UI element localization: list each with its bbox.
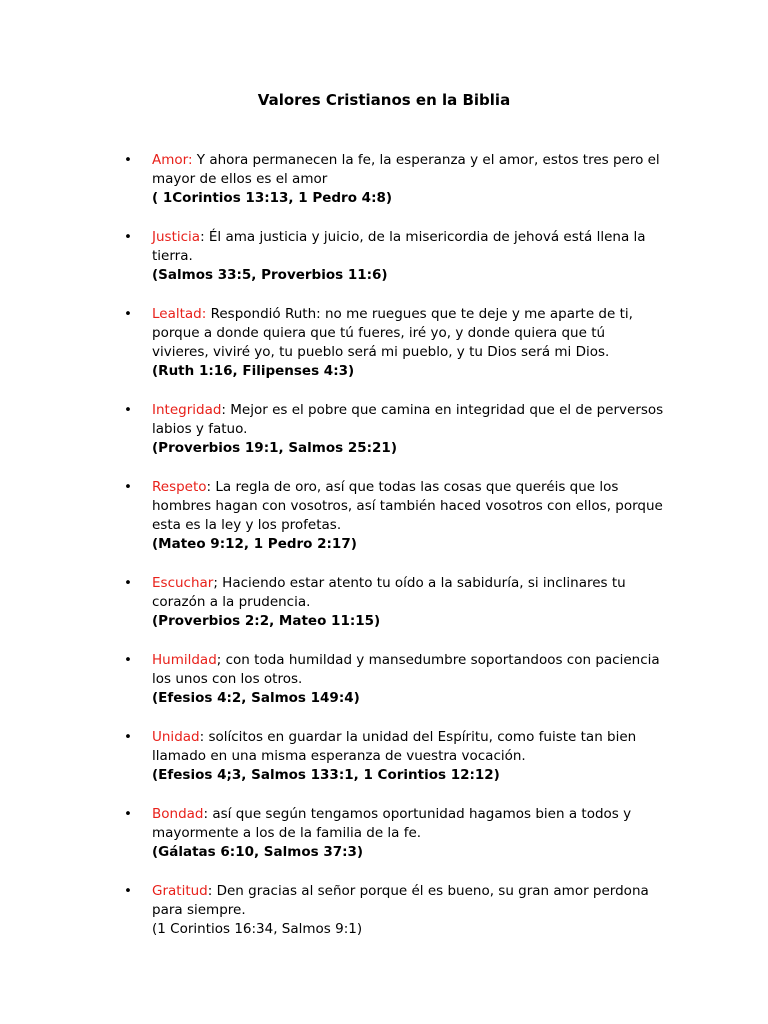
- bible-reference: (Proverbios 2:2, Mateo 11:15): [152, 613, 381, 629]
- bible-reference: (1 Corintios 16:34, Salmos 9:1): [152, 921, 363, 937]
- value-text: ; con toda humildad y mansedumbre soportandoos con paciencia los unos con los otros.: [152, 652, 660, 687]
- bullet-icon: •: [124, 652, 132, 668]
- value-term: Integridad: [152, 402, 222, 418]
- list-item-humildad: [124, 651, 664, 708]
- value-text: : así que según tengamos oportunidad hagamos bien a todos y mayormente a los de la familia de la fe.: [152, 806, 632, 841]
- bible-reference: (Proverbios 19:1, Salmos 25:21): [152, 440, 397, 456]
- value-term: Justicia: [152, 229, 201, 245]
- list-item-gratitud: [124, 882, 664, 939]
- bible-reference: (Salmos 33:5, Proverbios 11:6): [152, 267, 388, 283]
- page-title: Valores Cristianos en la Biblia: [257, 91, 511, 109]
- bullet-icon: •: [124, 729, 132, 745]
- value-text: : La regla de oro, así que todas las cosas que queréis que los hombres hagan con vosotros, así también haced vosotros con ellos, porque esta es la ley y los profetas.: [152, 479, 663, 533]
- list-item-integridad: [124, 401, 664, 458]
- value-term: Amor:: [152, 152, 193, 168]
- value-term: Lealtad:: [152, 306, 207, 322]
- value-term: Gratitud: [152, 883, 208, 899]
- bullet-icon: •: [124, 883, 132, 899]
- list-item-escuchar: [124, 574, 664, 631]
- bullet-icon: •: [124, 402, 132, 418]
- value-text: : Él ama justicia y juicio, de la misericordia de jehová está llena la tierra.: [152, 229, 646, 264]
- list-item-amor: [124, 151, 664, 208]
- bullet-icon: •: [124, 229, 132, 245]
- bible-reference: (Efesios 4:2, Salmos 149:4): [152, 690, 360, 706]
- bullet-icon: •: [124, 806, 132, 822]
- value-term: Bondad: [152, 806, 204, 822]
- value-term: Respeto: [152, 479, 207, 495]
- list-item-unidad: [124, 728, 664, 785]
- bullet-icon: •: [124, 479, 132, 495]
- value-term: Unidad: [152, 729, 200, 745]
- bible-reference: (Gálatas 6:10, Salmos 37:3): [152, 844, 364, 860]
- values-list: [124, 151, 664, 959]
- bullet-icon: •: [124, 152, 132, 168]
- value-text: : Mejor es el pobre que camina en integridad que el de perversos labios y fatuo.: [152, 402, 664, 437]
- list-item-respeto: [124, 478, 664, 554]
- bible-reference: (Ruth 1:16, Filipenses 4:3): [152, 363, 355, 379]
- value-term: Humildad: [152, 652, 217, 668]
- bible-reference: (Efesios 4;3, Salmos 133:1, 1 Corintios 12:12): [152, 767, 500, 783]
- value-text: : Den gracias al señor porque él es bueno, su gran amor perdona para siempre.: [152, 883, 649, 918]
- list-item-lealtad: [124, 305, 664, 381]
- value-text: Y ahora permanecen la fe, la esperanza y el amor, estos tres pero el mayor de ellos es el amor: [152, 152, 660, 187]
- bible-reference: ( 1Corintios 13:13, 1 Pedro 4:8): [152, 190, 393, 206]
- bullet-icon: •: [124, 575, 132, 591]
- list-item-bondad: [124, 805, 664, 862]
- value-term: Escuchar: [152, 575, 214, 591]
- value-text: ; Haciendo estar atento tu oído a la sabiduría, si inclinares tu corazón a la prudencia.: [152, 575, 626, 610]
- list-item-justicia: [124, 228, 664, 285]
- bullet-icon: •: [124, 306, 132, 322]
- bible-reference: (Mateo 9:12, 1 Pedro 2:17): [152, 536, 357, 552]
- value-text: : solícitos en guardar la unidad del Espíritu, como fuiste tan bien llamado en una misma esperanza de vuestra vocación.: [152, 729, 637, 764]
- value-text: Respondió Ruth: no me ruegues que te deje y me aparte de ti, porque a donde quiera que tú fueres, iré yo, y donde quiera que tú vivieres, viviré yo, tu pueblo será mi pueblo, y tu Dios será mi Dios.: [152, 306, 633, 360]
